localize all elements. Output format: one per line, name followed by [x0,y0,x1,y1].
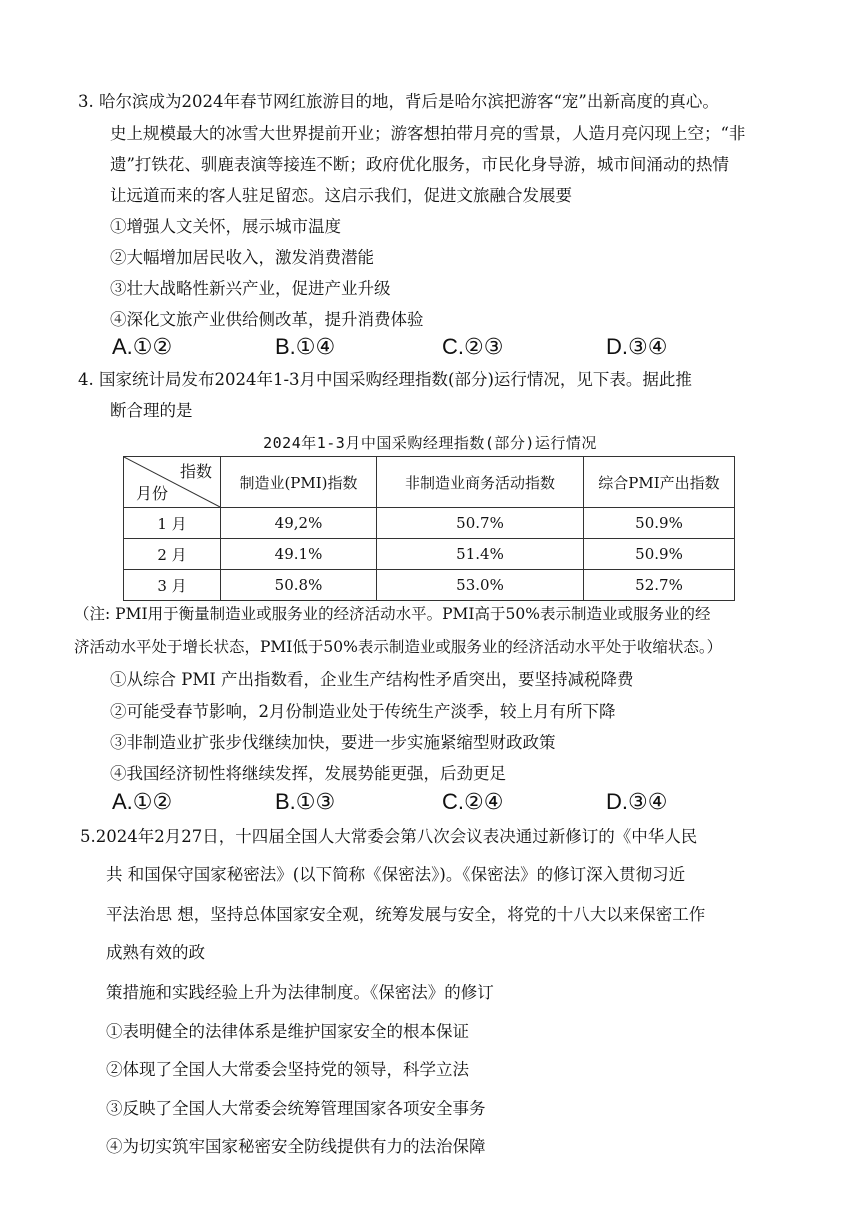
q4-options [112,789,812,817]
q5-stem-line-1: 5.2024年2月27日，十四届全国人大常委会第八次会议表决通过新修订的《中华人民 [80,827,698,846]
table-cell: 50.9% [584,508,735,539]
q3-stem-line-3: 遗”打铁花、驯鹿表演等接连不断；政府优化服务，市民化身导游，城市间涌动的热情 [110,155,729,174]
q5-stem-line-2: 共 和国保守国家秘密法》(以下简称《保密法》)。《保密法》的修订深入贯彻习近 [106,865,686,884]
q4-item-3: ③非制造业扩张步伐继续加快，要进一步实施紧缩型财政政策 [110,733,556,752]
table-cell: 49,2% [221,508,377,539]
pmi-table [123,456,735,601]
table-row [124,539,735,570]
q4-option-d[interactable]: D.③④ [606,789,668,814]
table-cell-month: 2 月 [124,539,221,570]
table-title: 2024年1-3月中国采购经理指数(部分)运行情况 [263,434,597,452]
table-cell-month: 3 月 [124,570,221,601]
q3-item-4: ④深化文旅产业供给侧改革，提升消费体验 [110,310,424,329]
table-cell: 50.8% [221,570,377,601]
q5-item-2: ②体现了全国人大常委会坚持党的领导，科学立法 [106,1060,469,1079]
q5-stem-line-4: 成熟有效的政 [106,943,205,962]
table-cell: 50.7% [377,508,584,539]
q3-option-c[interactable]: C.②③ [442,334,504,359]
table-header-row [124,457,735,508]
q3-options [112,334,812,362]
q5-stem-line-5: 策措施和实践经验上升为法律制度。《保密法》的修订 [106,983,494,1002]
table-cell: 52.7% [584,570,735,601]
q3-stem-line-4: 让远道而来的客人驻足留恋。这启示我们，促进文旅融合发展要 [110,186,572,205]
table-note-line-1: （注: PMI用于衡量制造业或服务业的经济活动水平。PMI高于50%表示制造业或服务业的经 [74,605,711,623]
q4-item-2: ②可能受春节影响，2月份制造业处于传统生产淡季，较上月有所下降 [110,702,616,721]
q3-stem-line-1: 3. 哈尔滨成为2024年春节网红旅游目的地，背后是哈尔滨把游客“宠”出新高度的真心。 [78,92,719,111]
q5-item-1: ①表明健全的法律体系是维护国家安全的根本保证 [106,1022,469,1041]
table-row [124,508,735,539]
corner-label-month: 月份 [136,484,169,503]
q3-item-3: ③壮大战略性新兴产业，促进产业升级 [110,279,391,298]
q3-option-b[interactable]: B.①④ [275,334,336,359]
q4-option-c[interactable]: C.②④ [442,789,504,814]
q4-item-4: ④我国经济韧性将继续发挥，发展势能更强，后劲更足 [110,764,506,783]
corner-label-index: 指数 [179,462,212,481]
q4-item-1: ①从综合 PMI 产出指数看，企业生产结构性矛盾突出，要坚持减税降费 [110,670,634,689]
q3-item-1: ①增强人文关怀，展示城市温度 [110,217,341,236]
q4-stem-line-2: 断合理的是 [110,401,193,420]
table-header-cell: 综合PMI产出指数 [584,457,735,508]
table-cell: 51.4% [377,539,584,570]
q3-item-2: ②大幅增加居民收入，激发消费潜能 [110,248,374,267]
table-note-line-2: 济活动水平处于增长状态，PMI低于50%表示制造业或服务业的经济活动水平处于收缩状态。） [74,638,723,656]
q5-item-4: ④为切实筑牢国家秘密安全防线提供有力的法治保障 [106,1137,486,1156]
q5-stem-line-3: 平法治思 想，坚持总体国家安全观，统筹发展与安全，将党的十八大以来保密工作 [106,905,706,924]
table-cell: 53.0% [377,570,584,601]
q5-item-3: ③反映了全国人大常委会统筹管理国家各项安全事务 [106,1099,486,1118]
q4-option-a[interactable]: A.①② [112,789,173,814]
table-cell-month: 1 月 [124,508,221,539]
q3-stem-line-2: 史上规模最大的冰雪大世界提前开业；游客想拍带月亮的雪景，人造月亮闪现上空；“非 [110,124,746,143]
table-cell: 50.9% [584,539,735,570]
q4-option-b[interactable]: B.①③ [275,789,336,814]
q4-stem-line-1: 4. 国家统计局发布2024年1-3月中国采购经理指数(部分)运行情况，见下表。据此推 [78,370,692,389]
table-cell: 49.1% [221,539,377,570]
table-corner-cell [124,457,221,508]
q3-option-a[interactable]: A.①② [112,334,173,359]
table-row [124,570,735,601]
table-header-cell: 非制造业商务活动指数 [377,457,584,508]
q3-option-d[interactable]: D.③④ [606,334,668,359]
table-header-cell: 制造业(PMI)指数 [221,457,377,508]
